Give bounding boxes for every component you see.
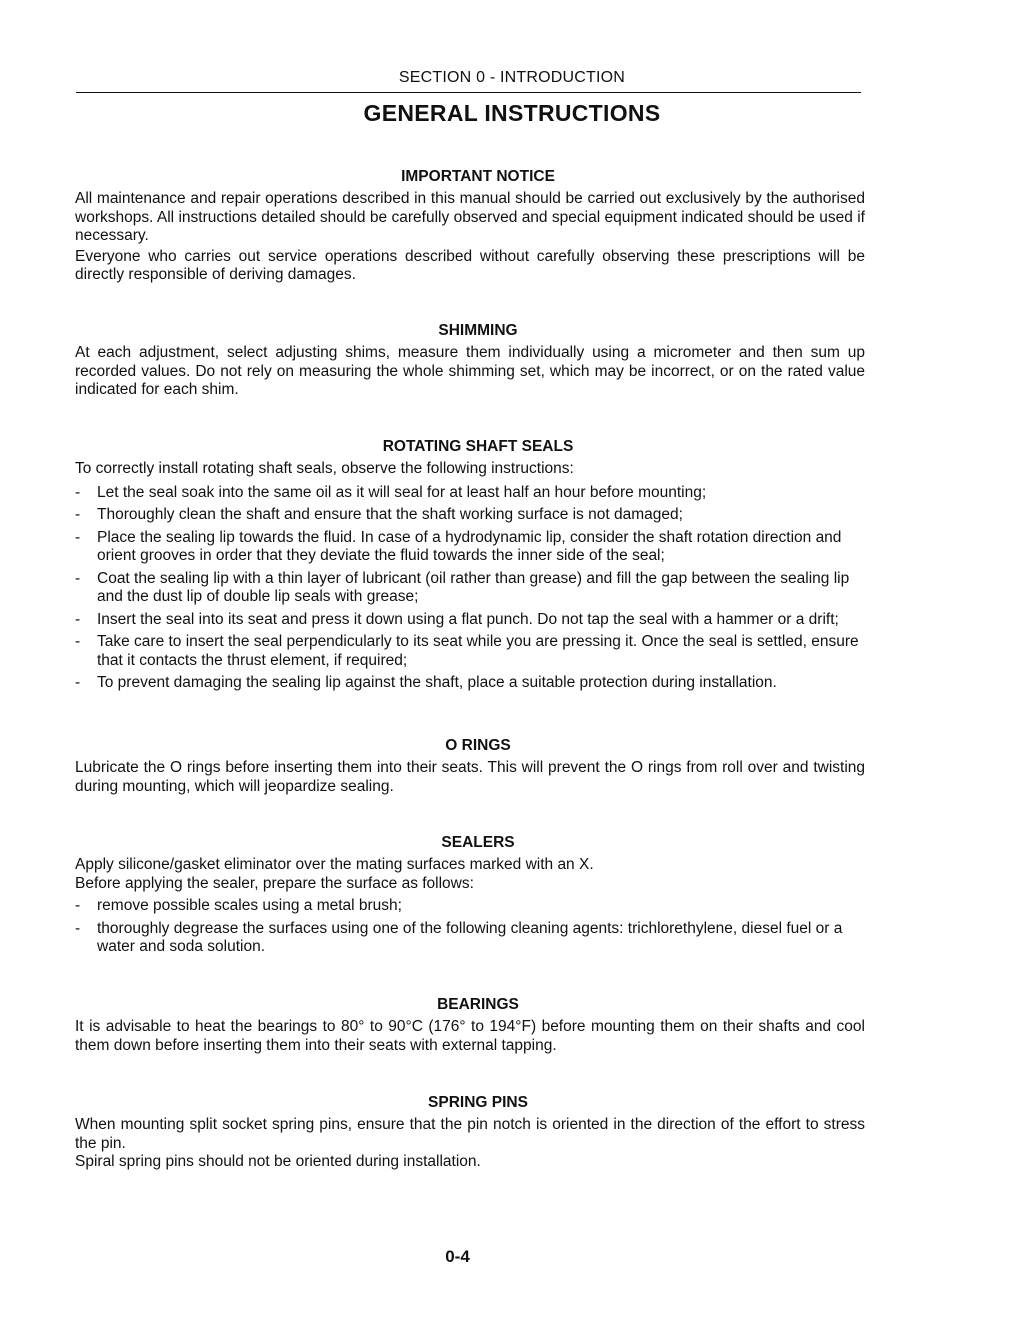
list-item: - Insert the seal into its seat and press it down using a flat punch. Do not tap the seal with a hammer or a drift; <box>75 610 839 628</box>
section-shimming <box>75 321 865 400</box>
section-heading: SEALERS <box>441 834 515 851</box>
section-heading: O RINGS <box>445 737 511 754</box>
dash-bullet: - <box>75 506 81 523</box>
instruction-list <box>75 484 865 693</box>
paragraph: Apply silicone/gasket eliminator over the mating surfaces marked with an X. <box>75 856 594 873</box>
section-heading: IMPORTANT NOTICE <box>401 168 555 185</box>
dash-bullet: - <box>75 483 81 501</box>
list-item: - remove possible scales using a metal brush; <box>75 897 402 914</box>
dash-bullet: - <box>75 528 81 546</box>
paragraph: Everyone who carries out service operations described without carefully observing these prescriptions will be directly responsible of deriving damages. <box>75 247 865 283</box>
header-rule <box>76 92 861 93</box>
section-heading: ROTATING SHAFT SEALS <box>382 438 574 455</box>
page-title: GENERAL INSTRUCTIONS <box>363 100 661 126</box>
instruction-list <box>75 897 865 957</box>
list-item: - Coat the sealing lip with a thin layer of lubricant (oil rather than grease) and fill the gap between the sealing lip and the dust lip of double lip seals with grease; <box>75 569 850 605</box>
list-item: - To prevent damaging the sealing lip against the shaft, place a suitable protection during installation. <box>75 674 777 691</box>
paragraph: Before applying the sealer, prepare the surface as follows: <box>75 874 474 892</box>
paragraph: When mounting split socket spring pins, ensure that the pin notch is oriented in the direction of the effort to stress the pin. <box>75 1116 865 1152</box>
dash-bullet: - <box>75 610 81 628</box>
paragraph: Lubricate the O rings before inserting them into their seats. This will prevent the O rings from roll over and twisting during mounting, which will jeopardize sealing. <box>75 759 865 795</box>
page-number: 0-4 <box>445 1247 470 1266</box>
section-heading: BEARINGS <box>437 996 519 1013</box>
paragraph: Spiral spring pins should not be oriented during installation. <box>75 1153 481 1170</box>
section-rotating-shaft-seals <box>75 437 865 697</box>
dash-bullet: - <box>75 674 81 691</box>
dash-bullet: - <box>75 919 81 937</box>
list-item: - Take care to insert the seal perpendicularly to its seat while you are pressing it. Once the seal is settled, ensure that it contacts the thrust element, if required; <box>75 633 859 669</box>
section-heading: SHIMMING <box>438 322 518 339</box>
list-item: - Place the sealing lip towards the fluid. In case of a hydrodynamic lip, consider the shaft rotation direction and orient grooves in order that they deviate the fluid towards the inner side of the seal; <box>75 528 842 564</box>
list-item: - thoroughly degrease the surfaces using one of the following cleaning agents: trichlorethylene, diesel fuel or a water and soda solution. <box>75 919 843 955</box>
paragraph: At each adjustment, select adjusting shims, measure them individually using a micrometer and then sum up recorded values. Do not rely on measuring the whole shimming set, which may be incorrect, or on the rated value indicated for each shim. <box>75 344 865 398</box>
paragraph: All maintenance and repair operations described in this manual should be carried out exclusively by the authorised workshops. All instructions detailed should be carefully observed and special equipment indicated should be used if necessary. <box>75 190 865 244</box>
section-o-rings <box>75 736 865 796</box>
paragraph: It is advisable to heat the bearings to 80° to 90°C (176° to 194°F) before mounting them on their shafts and cool them down before inserting them into their seats with external tapping. <box>75 1018 865 1054</box>
dash-bullet: - <box>75 897 81 914</box>
section-sealers <box>75 833 865 961</box>
paragraph: To correctly install rotating shaft seals, observe the following instructions: <box>75 460 574 477</box>
section-spring-pins <box>75 1093 865 1172</box>
list-item: - Let the seal soak into the same oil as it will seal for at least half an hour before mounting; <box>75 483 707 501</box>
section-header: SECTION 0 - INTRODUCTION <box>398 69 626 86</box>
list-item: - Thoroughly clean the shaft and ensure that the shaft working surface is not damaged; <box>75 506 683 523</box>
dash-bullet: - <box>75 633 81 650</box>
dash-bullet: - <box>75 569 81 587</box>
section-heading: SPRING PINS <box>428 1094 528 1111</box>
section-important-notice <box>75 167 865 285</box>
section-bearings <box>75 995 865 1055</box>
